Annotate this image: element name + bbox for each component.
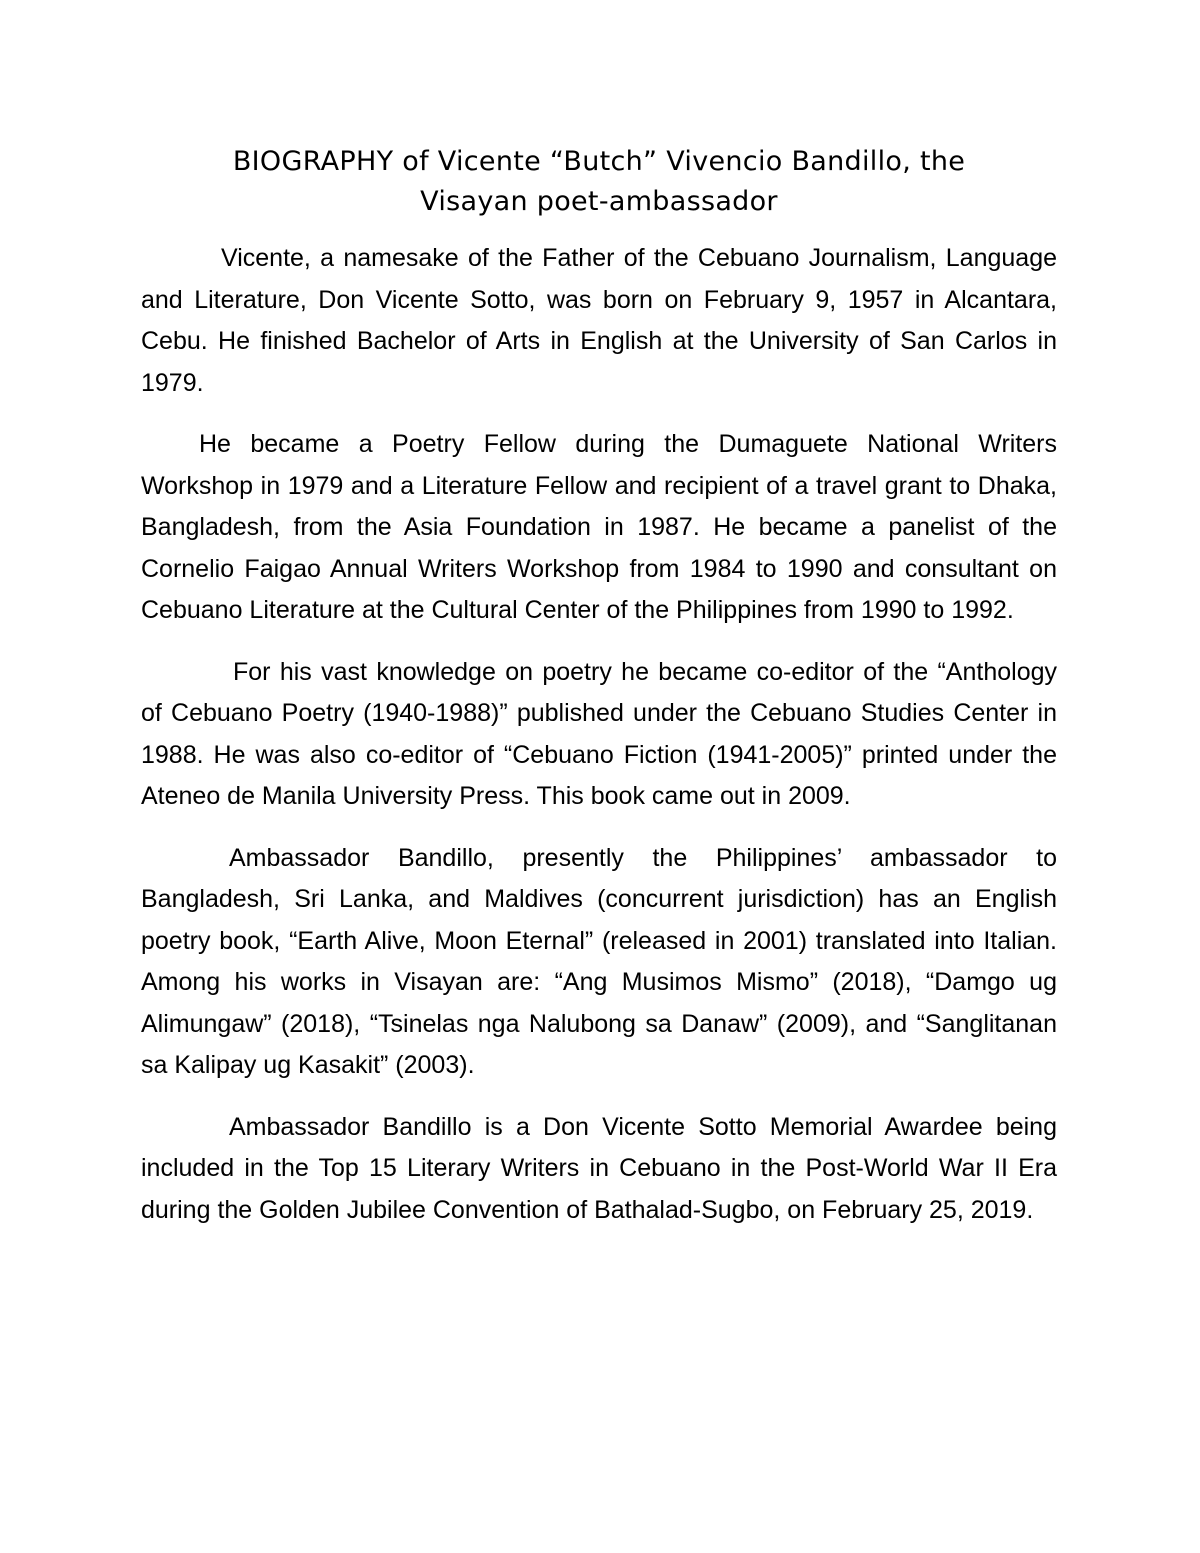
- paragraph-ambassador-works: Ambassador Bandillo, presently the Philippines’ ambassador to Bangladesh, Sri Lanka, and Maldives (concurrent jurisdiction) has an English poetry book, “Earth Alive, Moon Eternal” (released in 2001) translated into Italian. Among his works in Visayan are: “Ang Musimos Mismo” (2018), “Damgo ug Alimungaw” (2018), “Tsinelas nga Nalubong sa Danaw” (2009), and “Sanglitanan sa Kalipay ug Kasakit” (2003).: [141, 843, 1057, 1079]
- title-line-2: Visayan poet-ambassador: [420, 186, 778, 217]
- paragraph-early-life: Vicente, a namesake of the Father of the Cebuano Journalism, Language and Literature, Don Vicente Sotto, was born on February 9, 1957 in Alcantara, Cebu. He finished Bachelor of Arts in English at the University of San Carlos in 1979.: [141, 244, 1057, 397]
- title-line-1: BIOGRAPHY of Vicente “Butch” Vivencio Bandillo, the: [232, 146, 966, 177]
- document-title: [141, 142, 1057, 222]
- document-body: [141, 238, 1057, 1251]
- paragraph-award: Ambassador Bandillo is a Don Vicente Sotto Memorial Awardee being included in the Top 15 Literary Writers in Cebuano in the Post-World War II Era during the Golden Jubilee Convention of Bathalad-Sugbo, on February 25, 2019.: [141, 1112, 1057, 1224]
- paragraph-fellowships: He became a Poetry Fellow during the Dumaguete National Writers Workshop in 1979 and a Literature Fellow and recipient of a travel grant to Dhaka, Bangladesh, from the Asia Foundation in 1987. He became a panelist of the Cornelio Faigao Annual Writers Workshop from 1984 to 1990 and consultant on Cebuano Literature at the Cultural Center of the Philippines from 1990 to 1992.: [141, 430, 1057, 624]
- paragraph-editorial-work: For his vast knowledge on poetry he became co-editor of the “Anthology of Cebuano Poetry (1940-1988)” published under the Cebuano Studies Center in 1988. He was also co-editor of “Cebuano Fiction (1941-2005)” printed under the Ateneo de Manila University Press. This book came out in 2009.: [141, 657, 1057, 810]
